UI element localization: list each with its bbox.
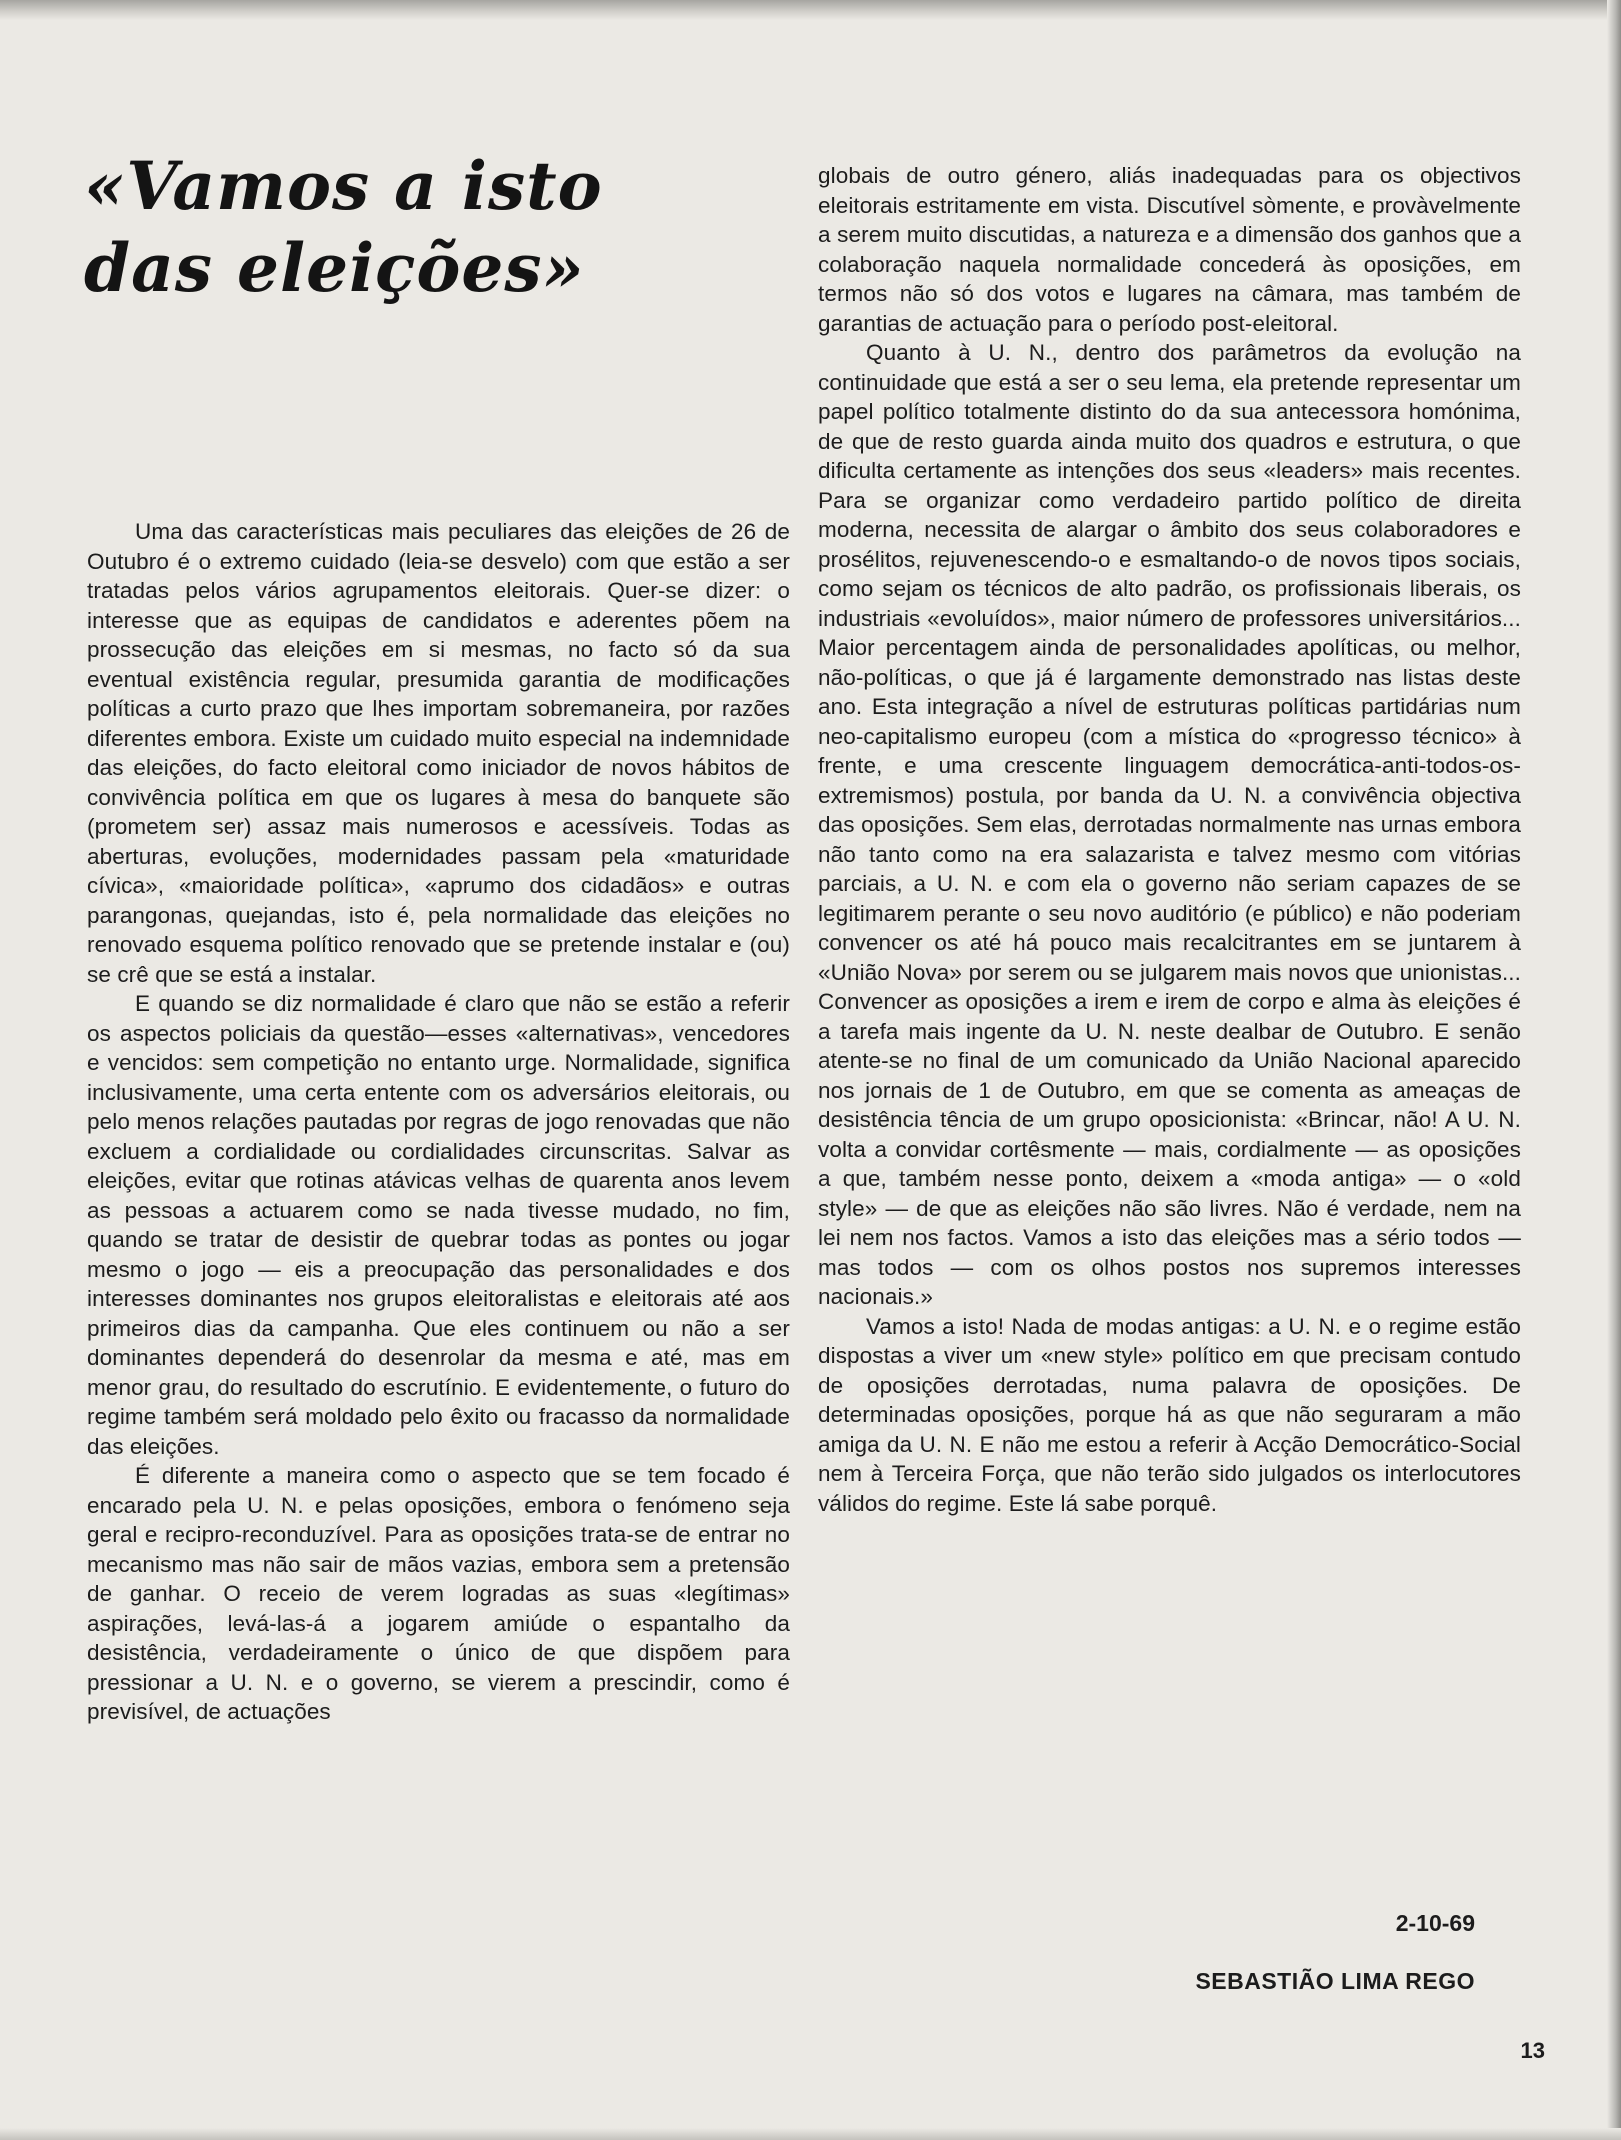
title-line-1: «Vamos a isto [84, 147, 603, 225]
paragraph: Quanto à U. N., dentro dos parâmetros da evolução na continuidade que está a ser o seu lema, ela pretende representar um papel político totalmente distinto do da sua antecessora homónima, de que de resto guarda ainda muito dos quadros e estrutura, o que dificulta certamente as intenções dos seus «leaders» mais recentes. Para se organizar como verdadeiro partido político de direita moderna, necessita de alargar o âmbito dos seus colaboradores e prosélitos, rejuvenescendo-o e esmaltando-o de novos tipos sociais, como sejam os técnicos de alto padrão, os profissionais liberais, os industriais «evoluídos», maior número de professores universitários... Maior percentagem ainda de personalidades apolíticas, ou melhor, não-políticas, o que já é largamente demonstrado nas listas deste ano. Esta integração a nível de estruturas políticas partidárias num neo-capitalismo europeu (com a mística do «progresso técnico» à frente, e uma crescente linguagem democrática-anti-todos-os-extremismos) postula, por banda da U. N. a convivência objectiva das oposições. Sem elas, derrotadas normalmente nas urnas embora não tanto como na era salazarista e talvez mesmo com vitórias parciais, a U. N. e com ela o governo não seriam capazes de se legitimarem perante o seu novo auditório (e público) e não poderiam convencer os até há pouco mais recalcitrantes em se juntarem à «União Nova» por serem ou se julgarem mais novos que unionistas... Convencer as oposições a irem e irem de corpo e alma às eleições é a tarefa mais ingente da U. N. neste dealbar de Outubro. E senão atente-se no final de um comunicado da União Nacional aparecido nos jornais de 1 de Outubro, em que se comenta as ameaças de desistência tência de um grupo oposicionista: «Brincar, não! A U. N. volta a convidar cortêsmente — mais, cordialmente — as oposições a que, também nesse ponto, deixem a «moda antiga» — o «old style» — de que as eleições não são livres. Não é verdade, nem na lei nem nos factos. Vamos a isto das eleições mas a sério todos — mas todos — com os olhos postos nos supremos interesses nacionais.» [818, 340, 1521, 1309]
paragraph: E quando se diz normalidade é claro que não se estão a referir os aspectos policiais da questão—esses «alternativas», vencedores e vencidos: sem competição no entanto urge. Normalidade, significa inclusivamente, uma certa entente com os adversários eleitorais, ou pelo menos relações pautadas por regras de jogo renovadas que não excluem a cordialidade ou cordialidades circunscritas. Salvar as eleições, evitar que rotinas atávicas velhas de quarenta anos levem as pessoas a actuarem como se nada tivesse mudado, no fim, quando se tratar de desistir de quebrar todas as pontes ou jogar mesmo o jogo — eis a preocupação das personalidades e dos interesses dominantes nos grupos eleitoralistas e eleitorais até aos primeiros dias da campanha. Que eles continuem ou não a ser dominantes dependerá do desenrolar da mesma e até, mas em menor grau, do resultado do escrutínio. E evidentemente, o futuro do regime também será moldado pelo êxito ou fracasso da normalidade das eleições. [87, 991, 790, 1459]
paragraph: Vamos a isto! Nada de modas antigas: a U. N. e o regime estão dispostas a viver um «new style» político em que precisam contudo de oposições derrotadas, numa palavra de oposições. De determinadas oposições, porque há as que não seguraram a mão amiga da U. N. E não me estou a referir à Acção Democrático-Social nem à Terceira Força, que não terão sido julgados os interlocutores válidos do regime. Este lá sabe porquê. [818, 1313, 1521, 1516]
paragraph: globais de outro género, aliás inadequadas para os objectivos eleitorais estritamente em vista. Discutível sòmente, e provàvelmente a serem muito discutidas, a natureza e a dimensão dos ganhos que a colaboração naquela normalidade concederá às oposições, em termos não só dos votos e lugares na câmara, mas também de garantias de actuação para o período post-eleitoral. [818, 163, 1521, 336]
page-top-edge [0, 0, 1621, 20]
paragraph: Uma das características mais peculiares das eleições de 26 de Outubro é o extremo cuidado (leia-se desvelo) com que estão a ser tratadas pelos vários agrupamentos eleitorais. Quer-se dizer: o interesse que as equipas de candidatos e aderentes põem na prossecução das eleições em si mesmas, no facto só da sua eventual existência regular, presumida garantia de modificações políticas a curto prazo que lhes importam sobremaneira, por razões diferentes embora. Existe um cuidado muito especial na indemnidade das eleições, do facto eleitoral como iniciador de novos hábitos de convivência política em que os lugares à mesa do banquete são (prometem ser) assaz mais numerosos e acessíveis. Todas as aberturas, evoluções, modernidades passam pela «maturidade cívica», «maioridade política», «aprumo dos cidadãos» e outras parangonas, quejandas, isto é, pela normalidade das eleições no renovado esquema político renovado que se pretende instalar e (ou) se crê que se está a instalar. [87, 519, 790, 987]
page-right-edge [1607, 0, 1621, 2140]
article-date: 2-10-69 [1395, 1910, 1475, 1936]
page-bottom-edge [0, 2128, 1621, 2140]
article-title [84, 145, 774, 309]
article-author: SEBASTIÃO LIMA REGO [1195, 1968, 1475, 1994]
title-line-2: das eleições» [84, 229, 585, 307]
page-number: 13 [1520, 2038, 1545, 2063]
left-column [87, 517, 790, 1727]
right-column [818, 161, 1521, 1518]
paragraph: É diferente a maneira como o aspecto que se tem focado é encarado pela U. N. e pelas oposições, embora o fenómeno seja geral e recipro-reconduzível. Para as oposições trata-se de entrar no mecanismo mas não sair de mãos vazias, embora sem a pretensão de ganhar. O receio de verem logradas as suas «legítimas» aspirações, levá-las-á a jogarem amiúde o espantalho da desistência, verdadeiramente o único de que dispõem para pressionar a U. N. e o governo, se vierem a prescindir, como é previsível, de actuações [87, 1463, 790, 1724]
